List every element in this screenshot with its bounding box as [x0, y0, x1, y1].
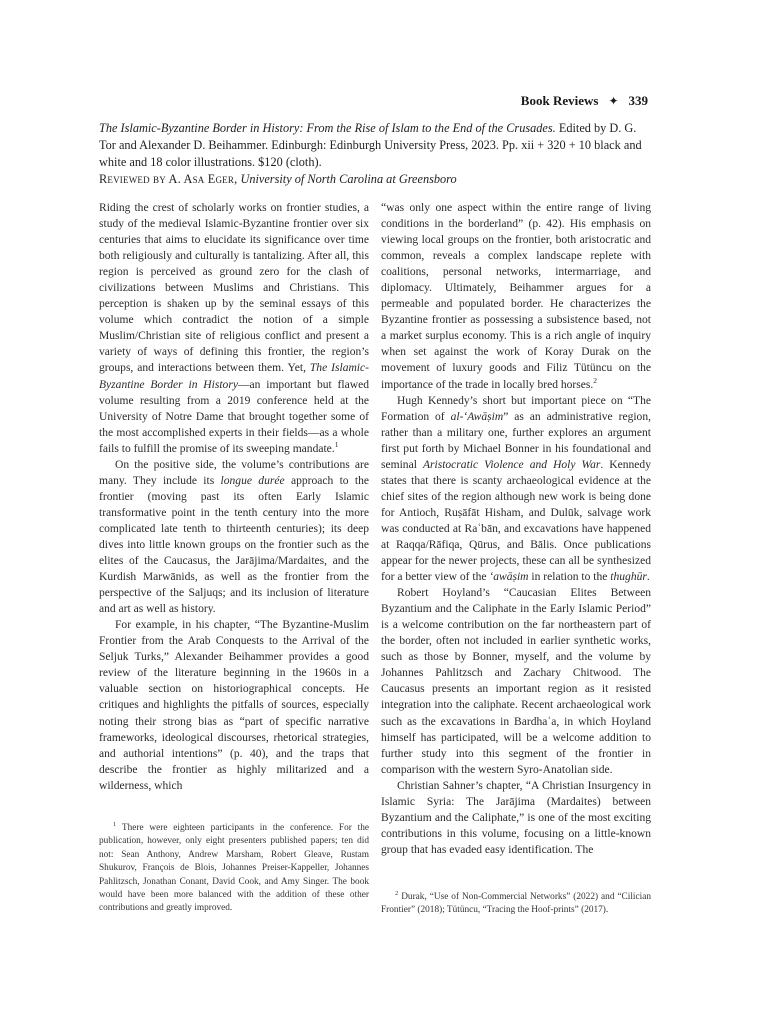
footnote-ref[interactable]: 1 — [334, 439, 339, 449]
book-title: The Islamic-Byzantine Border in History: From the Rise of Islam to the End of the Crusades. — [99, 121, 556, 135]
paragraph: Hugh Kennedy’s short but important piece on “The Formation of al-‘Awāṣim” as an administrative region, rather than a military one, further explores an argument first put forth by Michael Bonner in his foundational and seminal Aristocratic Violence and Holy War. Kennedy states that there is scanty archaeological evidence at the chief sites of the region although new work is being done for Antioch, Ruṣāfāt Hisham, and Dulūk, salvage work was conducted at Raʿbān, and excavations have happened at Raqqa/Rāfiqa, Qūrus, and Bālis. Once publications appear for the newer projects, these can all be synthesized for a better view of the ‘awāṣim in relation to the thughūr. — [381, 394, 651, 584]
footnote-text: Durak, “Use of Non-Commercial Networks” (2022) and “Cilician Frontier” (2018); Tütüncu, “Tracing the Hoof-prints” (2017). — [381, 892, 651, 916]
section-title: Book Reviews — [520, 93, 599, 108]
book-citation — [99, 120, 651, 188]
reviewer-affiliation: University of North Carolina at Greensboro — [240, 172, 457, 186]
citation-details — [99, 120, 651, 171]
paragraph: Riding the crest of scholarly works on frontier studies, a study of the medieval Islamic-Byzantine frontier over six centuries that aims to elucidate its significance over time both religiously and culturally is tantalizing. After all, this region is perceived as ground zero for the clash of civilizations between Muslims and Christians. This perception is shaken up by the seminal essays of this volume which contradict the notion of a simple Muslim/Christian site of religious conflict and present a variety of ways of defining this frontier, the region’s groups, and interactions between them. Yet, The Islamic-Byzantine Border in History—an important but flawed volume resulting from a 2019 conference held at the University of Notre Dame that brought together some of the most accomplished experts in their fields—as a whole fails to fulfill the promise of its sweeping mandate.$^1$ — [99, 202, 369, 455]
paragraph: For example, in his chapter, “The Byzantine-Muslim Frontier from the Arab Conquests to the Arrival of the Seljuk Turks,” Alexander Beihammer provides a good review of the literature beginning in the 1960s in a valuable section on historiographical concepts. He critiques and highlights the pitfalls of sources, especially noting their strong bias as “part of specific narrative frameworks, ideological discourses, rhetorical strategies, and authorial intentions” (p. 40), and the traps that describe the frontier as highly militarized and a wilderness, which — [99, 619, 369, 792]
footnote-number: 2 — [395, 889, 399, 897]
footnote-2 — [381, 891, 651, 918]
footnote-1 — [99, 822, 369, 916]
publication-info: Edited by D. G. Tor and Alexander D. Beihammer. Edinburgh: Edinburgh University Press, 2023. Pp. xii + 320 + 10 black and white and 18 color illustrations. $120 (cloth). — [99, 121, 642, 169]
reviewer-line — [99, 171, 651, 188]
star-separator-icon: ✦ — [608, 93, 619, 108]
right-column — [381, 200, 651, 858]
running-head — [521, 93, 648, 109]
paragraph: “was only one aspect within the entire range of living conditions in the borderland” (p. 42). His emphasis on viewing local groups on the frontier, both aristocratic and common, reveals a complex landscape replete with coalitions, personal networks, intermarriage, and diplomacy. Ultimately, Beihammer argues for a permeable and populated border. He characterizes the Byzantine frontier as possessing a subsistence based, not a market surplus economy. This is a rich angle of inquiry when set against the work of Koray Durak on the movement of luxury goods and Filiz Tütüncu on the importance of the trade in locally bred horses.$^2$ — [381, 202, 651, 391]
book-title-italic: The Islamic-Byzantine Border in History — [99, 362, 369, 391]
paragraph: Robert Hoyland’s “Caucasian Elites Between Byzantium and the Caliphate in the Early Islamic Period” is a welcome contribution on the far northeastern part of the border, often not included in earlier synthetic works, such as those by Bonner, myself, and the volume by Johannes Pahlitzsch and Zachary Chitwood. The Caucasus presents an important region as it resisted integration into the caliphate. Recent archaeological work such as the excavations in Bardhaʿa, in which Hoyland himself has participated, will be a welcome addition to further study into this segment of the frontier in comparison with the western Syro-Anatolian side. — [381, 587, 651, 776]
footnote-text: There were eighteen participants in the conference. For the publication, however, only eight presenters published papers; ten did not: Sean Anthony, Andrew Marsham, Robert Gleave, Rustam Shukurov, François de Blois, Johannes Preiser-Kappeller, Johannes Pahlitzsch, Jonathan Conant, David Cook, and Amy Singer. The book would have been more balanced with the addition of these other contributions and greatly improved. — [99, 823, 369, 914]
page-number: 339 — [628, 93, 648, 108]
paragraph: On the positive side, the volume’s contributions are many. They include its longue durée approach to the frontier (moving past its often Early Islamic transformative point in the tenth century into the more complicated late tenth to thirteenth centuries); its deep dives into little known groups on the frontier such as the elites of the Caucasus, the Jarājima/Mardaites, and the Kurdish Marwānids, as well as the frontier from the perspective of the Saljuqs; and its inclusion of literature and art as well as history. — [99, 458, 370, 616]
footnote-ref[interactable]: 2 — [593, 375, 598, 385]
reviewer-name: Reviewed by A. Asa Eger, — [99, 172, 238, 186]
paragraph: Christian Sahner’s chapter, “A Christian Insurgency in Islamic Syria: The Jarājima (Mardaites) between Byzantium and the Caliphate,” is one of the most exciting contributions in this volume, focusing on a little-known group that has evaded easy identification. The — [381, 779, 651, 856]
footnote-number: 1 — [113, 820, 117, 828]
left-column — [99, 200, 369, 794]
